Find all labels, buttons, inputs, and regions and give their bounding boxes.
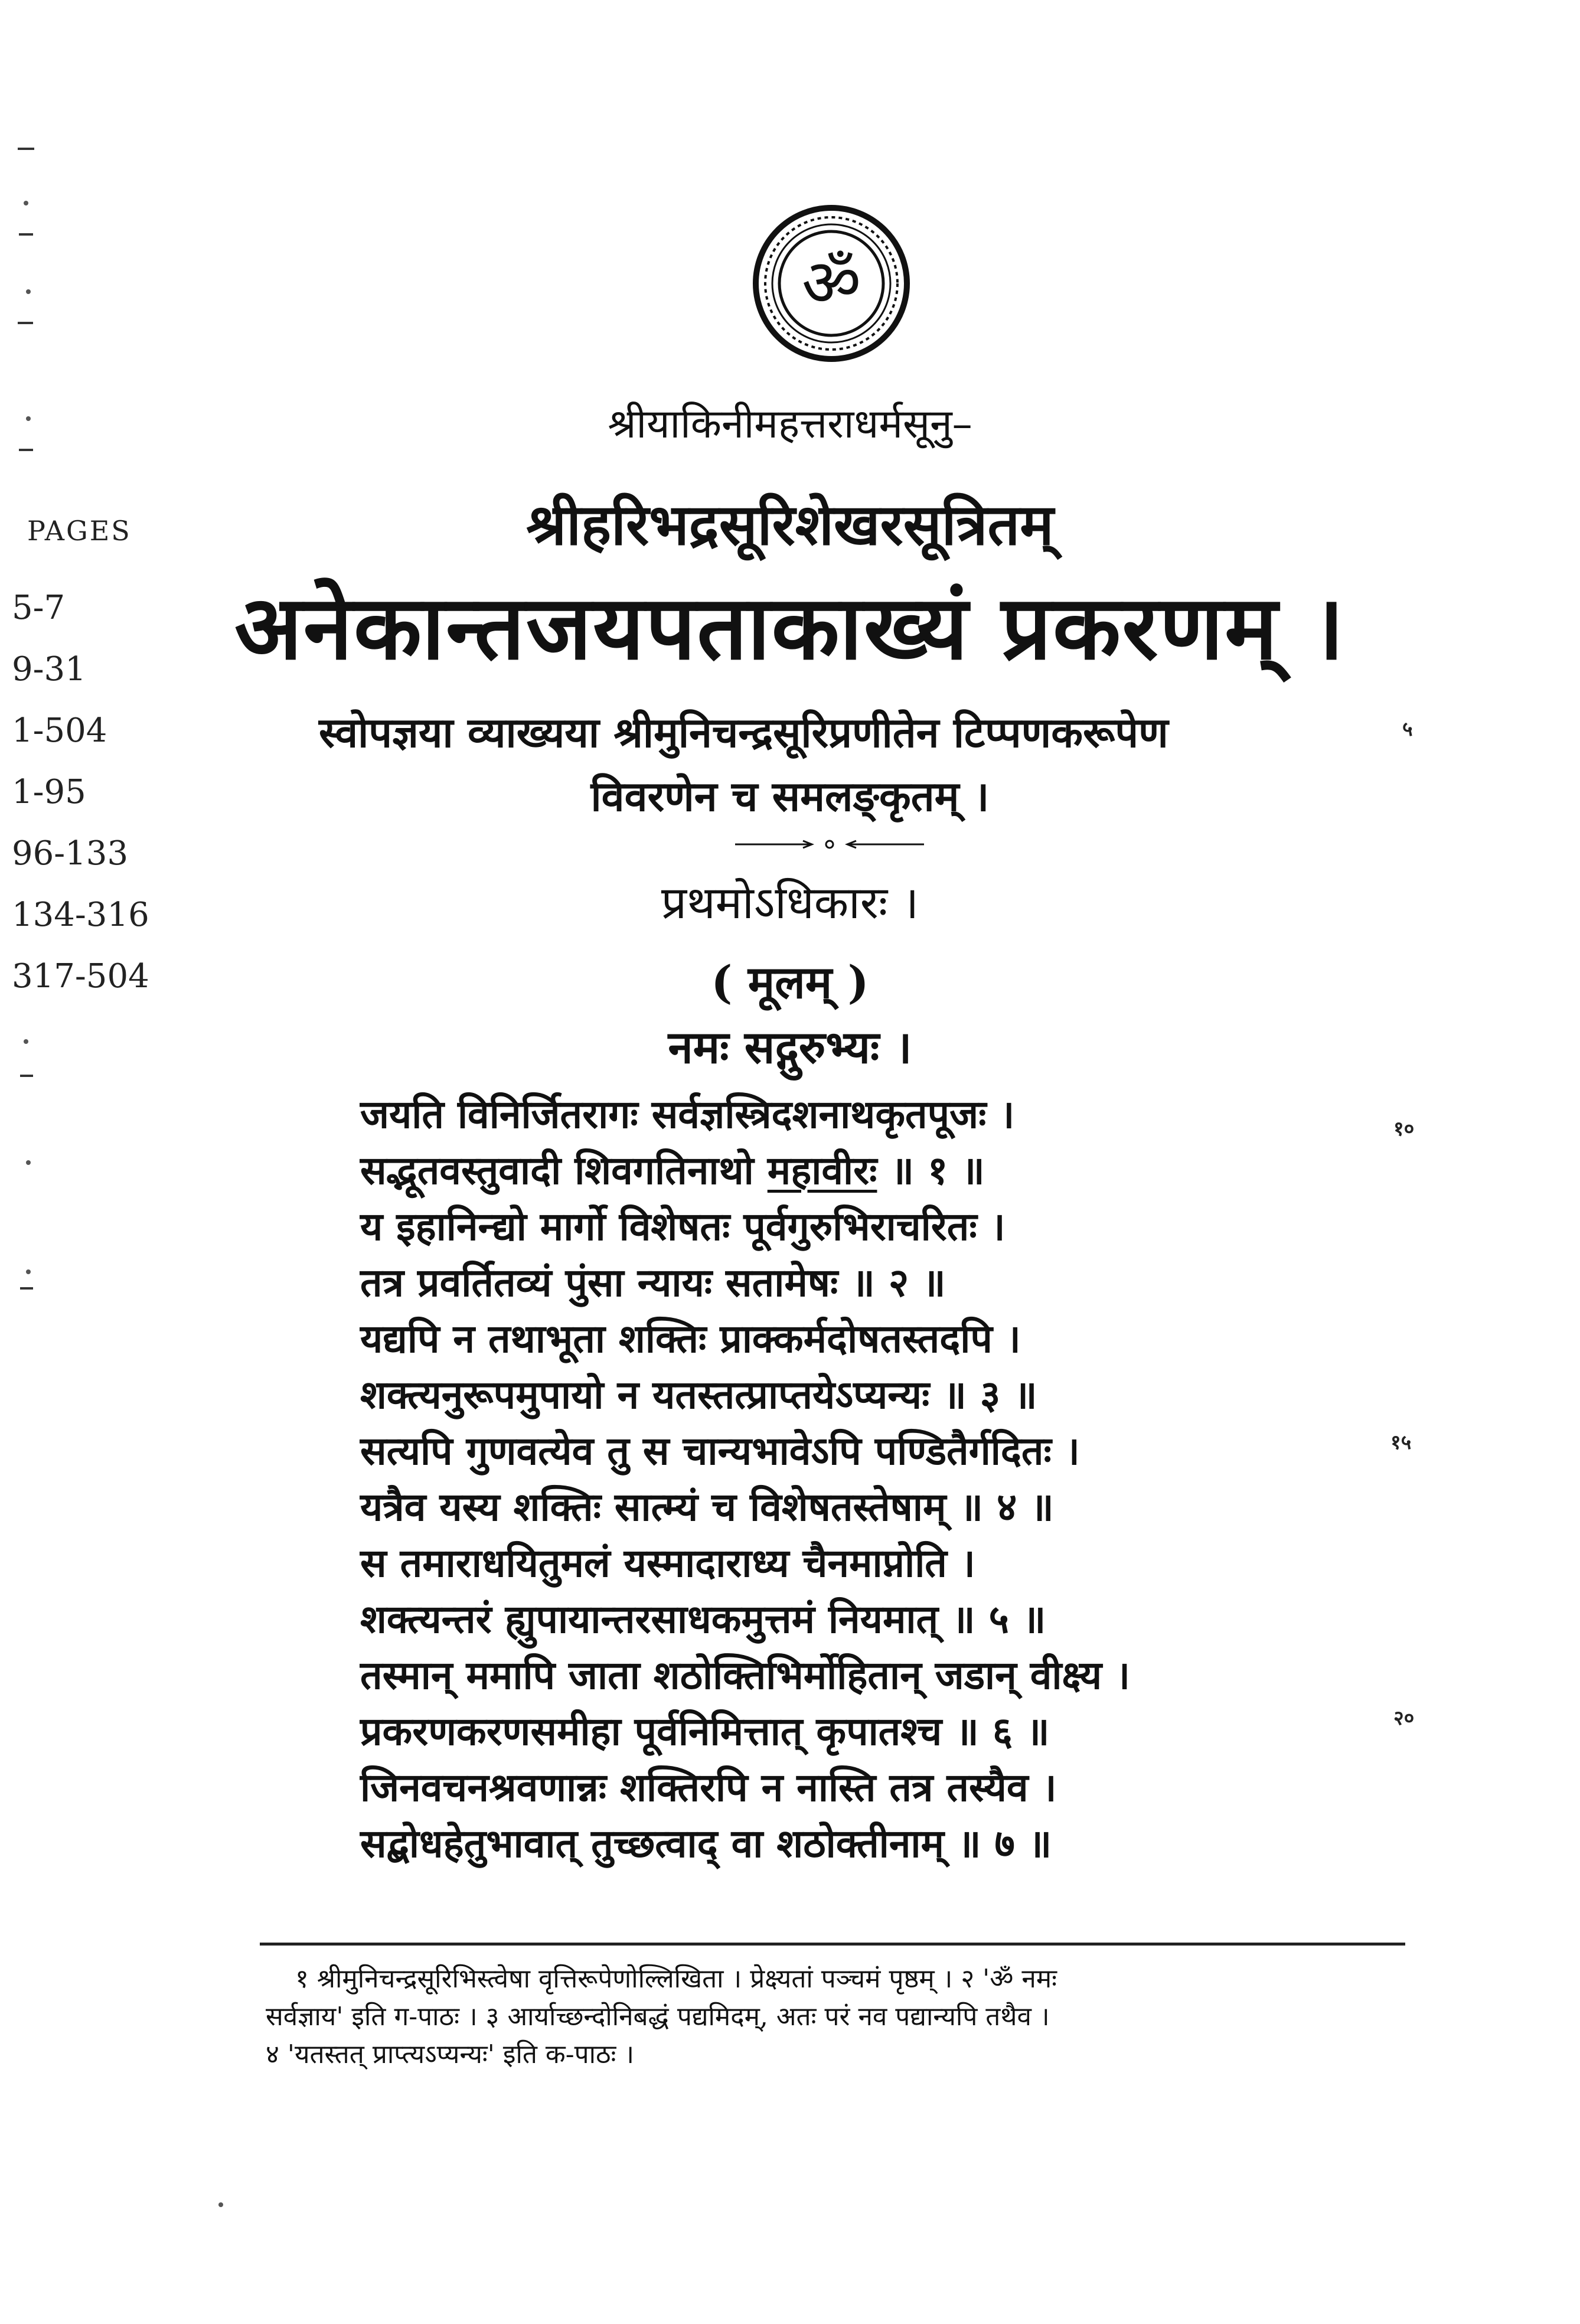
margin-dot xyxy=(26,289,31,294)
verse-line: तत्र प्रवर्तितव्यं पुंसा न्यायः सतामेषः ॥ २ ॥ xyxy=(360,1259,946,1305)
line-number: ५ xyxy=(1402,717,1413,741)
margin-dot xyxy=(26,1160,31,1165)
margin-pages-heading: PAGES xyxy=(27,515,132,547)
margin-dot xyxy=(26,416,31,421)
verse-line: प्रकरणकरणसमीहा पूर्वनिमित्तात् कृपातश्च ॥ ६ ॥ xyxy=(360,1708,1050,1754)
subtitle-line-1: स्वोपज्ञया व्याख्यया श्रीमुनिचन्द्रसूरिप्रणीतेन टिप्पणकरूपेण xyxy=(319,708,1168,757)
margin-page-range: 1-95 xyxy=(12,773,86,811)
margin-tick xyxy=(20,1287,33,1290)
margin-tick xyxy=(18,322,33,324)
verse-line: जिनवचनश्रवणान्नः शक्तिरपि न नास्ति तत्र तस्यैव । xyxy=(360,1764,1057,1810)
margin-page-range: 96-133 xyxy=(12,834,129,873)
margin-tick xyxy=(19,449,33,451)
invocation-line: नमः सद्गुरुभ्यः । xyxy=(668,1021,912,1073)
verse-line: यत्रैव यस्य शक्तिः सात्म्यं च विशेषतस्तेषाम् ॥ ४ ॥ xyxy=(360,1484,1054,1530)
margin-page-range: 317-504 xyxy=(12,957,149,995)
verse-block xyxy=(360,1086,1281,1872)
margin-page-ranges xyxy=(12,577,165,1007)
margin-dot xyxy=(218,2202,223,2207)
verse-line: स तमाराधयितुमलं यस्मादाराध्य चैनमाप्नोति । xyxy=(360,1540,975,1586)
heading-line-2: श्रीहरिभद्रसूरिशेखरसूत्रितम् xyxy=(526,491,1054,558)
margin-dot xyxy=(26,1269,31,1274)
subtitle-line-2: विवरणेन च समलङ्कृतम् । xyxy=(590,772,990,821)
verse-line: य इहानिन्द्यो मार्गो विशेषतः पूर्वगुरुभिराचरितः । xyxy=(360,1203,1006,1249)
verse-line: यद्यपि न तथाभूता शक्तिः प्राक्कर्मदोषतस्तदपि । xyxy=(360,1316,1021,1362)
footnote-line: सर्वज्ञाय' इति ग-पाठः । ३ आर्याच्छन्दोनिबद्धं पद्यमिदम्, अतः परं नव पद्यान्यपि तथैव । xyxy=(266,2002,1050,2032)
chapter-heading: प्रथमोऽधिकारः । xyxy=(661,876,919,929)
page-title: अनेकान्तजयपताकाख्यं प्रकरणम् । xyxy=(234,576,1346,680)
underlined-word: महावीरः xyxy=(767,1147,877,1193)
footnote-line: १ श्रीमुनिचन्द्रसूरिभिस्त्वेषा वृत्तिरूपेणोल्लिखिता । प्रेक्ष्यतां पञ्चमं पृष्ठम् । २ 'ॐ नमः xyxy=(295,1964,1057,1994)
verse-line: तस्मान् ममापि जाता शठोक्तिभिर्मोहितान् जडान् वीक्ष्य । xyxy=(360,1652,1131,1698)
margin-tick xyxy=(20,1075,33,1077)
om-symbol: ॐ xyxy=(801,245,861,321)
margin-dot xyxy=(24,201,28,205)
margin-page-range: 9-31 xyxy=(12,650,86,688)
footnote-rule xyxy=(260,1943,1405,1946)
footnote-line: ४ 'यतस्तत् प्राप्त्यऽप्यन्यः' इति क-पाठः । xyxy=(266,2039,635,2070)
line-number: १० xyxy=(1393,1117,1415,1141)
line-number: २० xyxy=(1393,1706,1415,1730)
ornamental-separator xyxy=(735,838,924,850)
verse-line: जयति विनिर्जितरागः सर्वज्ञस्त्रिदशनाथकृतपूजः । xyxy=(360,1091,1015,1137)
margin-page-range: 134-316 xyxy=(12,896,149,934)
margin-dot xyxy=(24,1039,28,1044)
verse-line: शक्त्यन्तरं ह्युपायान्तरसाधकमुत्तमं नियमात् ॥ ५ ॥ xyxy=(360,1596,1046,1642)
section-label: ( मूलम् ) xyxy=(711,956,869,1008)
margin-page-range: 1-504 xyxy=(12,711,107,750)
om-emblem-seal xyxy=(752,204,911,363)
heading-line-1: श्रीयाकिनीमहत्तराधर्मसूनु– xyxy=(608,401,972,448)
margin-tick xyxy=(18,148,34,150)
verse-line: शक्त्यनुरूपमुपायो न यतस्तत्प्राप्तयेऽप्यन्यः ॥ ३ ॥ xyxy=(360,1372,1037,1418)
verse-line: सत्यपि गुणवत्येव तु स चान्यभावेऽपि पण्डितैर्गदितः । xyxy=(360,1428,1080,1474)
verse-line: सद्बोधहेतुभावात् तुच्छत्वाद् वा शठोक्तीनाम् ॥ ७ ॥ xyxy=(360,1820,1052,1866)
line-number: १५ xyxy=(1390,1431,1412,1454)
verse-line: सद्भूतवस्तुवादी शिवगतिनाथो महावीरः ॥ १ ॥ xyxy=(360,1147,985,1193)
margin-page-range: 5-7 xyxy=(12,589,66,627)
margin-tick xyxy=(19,233,33,236)
